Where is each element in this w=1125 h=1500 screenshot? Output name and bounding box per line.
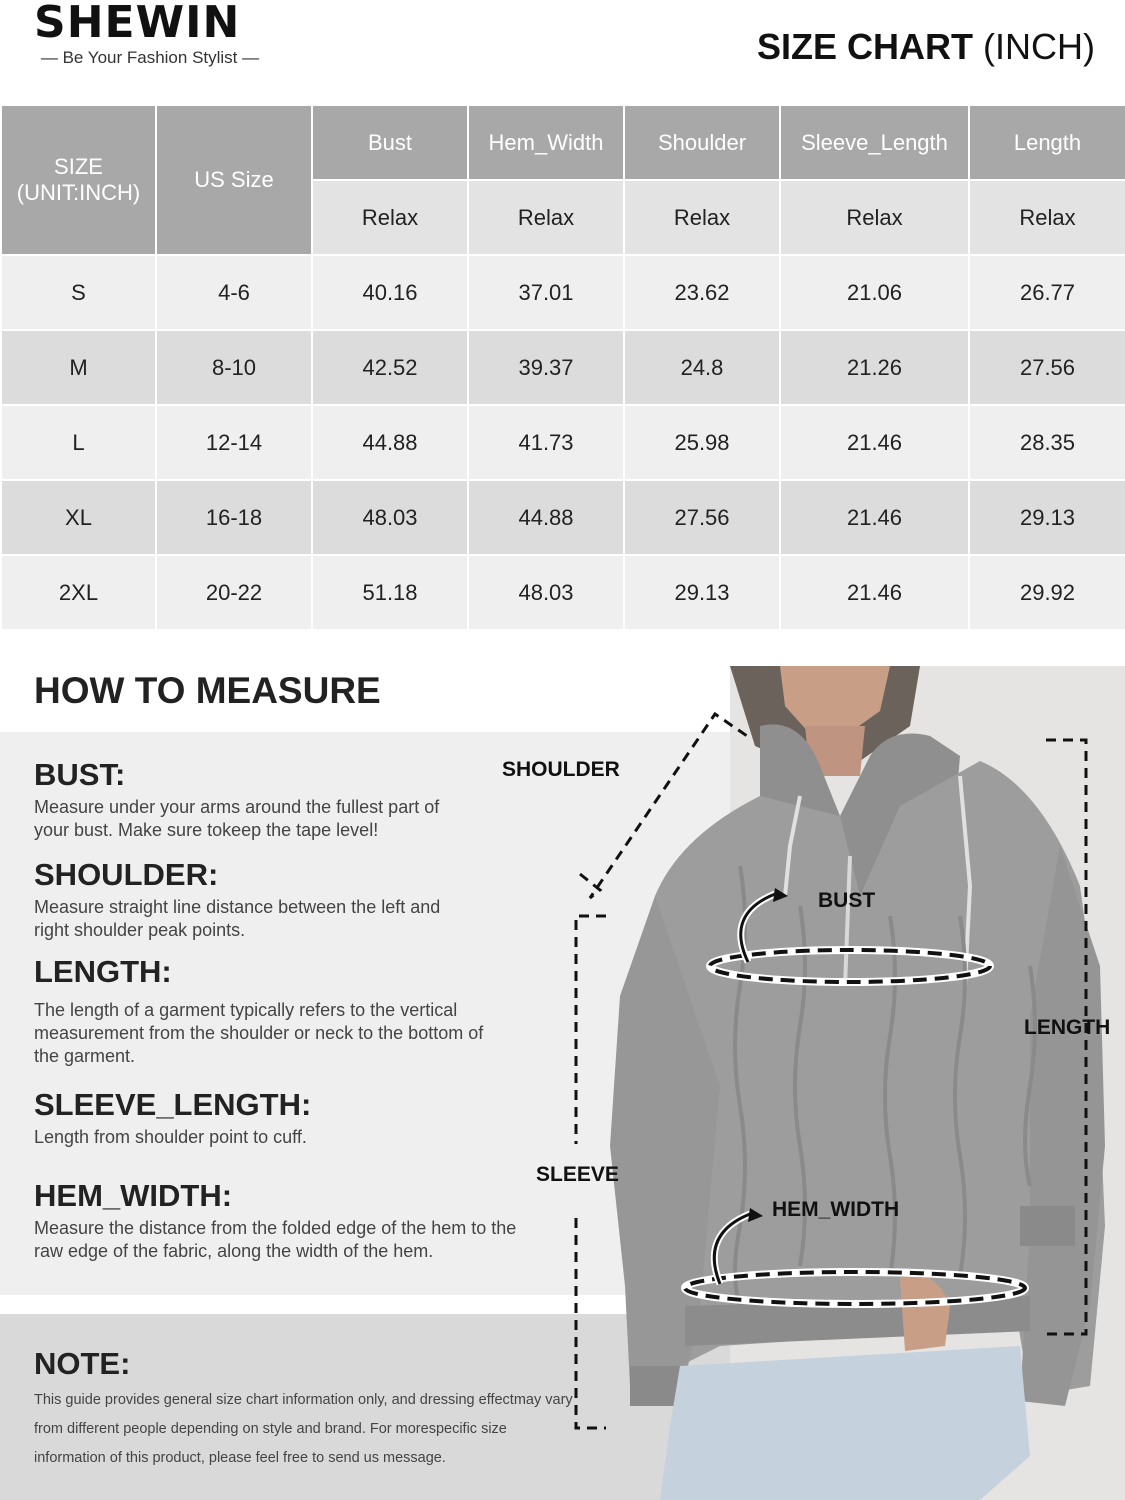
length-text: The length of a garment typically refers to the vertical measurement from the shoulder or neck to the bottom of the garment. (34, 1000, 484, 1066)
hem-instruction (34, 1179, 534, 1263)
value-cell: 21.46 (780, 555, 969, 630)
brand-tagline: — Be Your Fashion Stylist — (40, 48, 260, 67)
value-cell: 29.13 (969, 480, 1125, 555)
fit-label: Relax (468, 180, 624, 255)
value-cell: 51.18 (312, 555, 468, 630)
column-header: Sleeve_Length (780, 105, 969, 180)
us-size-cell: 12-14 (156, 405, 312, 480)
length-instruction (34, 955, 494, 1068)
size-table (0, 104, 1125, 631)
value-cell: 23.62 (624, 255, 780, 330)
hem-width-label: HEM_WIDTH (772, 1198, 900, 1221)
value-cell: 37.01 (468, 255, 624, 330)
value-cell: 44.88 (312, 405, 468, 480)
note-text: This guide provides general size chart information only, and dressing effectmay vary from different people depending on style and brand. For morespecific size information of this product, please feel free to send us message. (34, 1392, 573, 1466)
table-row (1, 480, 1125, 555)
value-cell: 48.03 (312, 480, 468, 555)
page-title (757, 26, 1095, 68)
fit-label: Relax (312, 180, 468, 255)
us-size-cell: 4-6 (156, 255, 312, 330)
size-cell: 2XL (1, 555, 156, 630)
column-header: Hem_Width (468, 105, 624, 180)
size-cell: XL (1, 480, 156, 555)
value-cell: 39.37 (468, 330, 624, 405)
column-header: Bust (312, 105, 468, 180)
fit-label: Relax (969, 180, 1125, 255)
value-cell: 21.46 (780, 405, 969, 480)
hem-text: Measure the distance from the folded edge of the hem to the raw edge of the fabric, along the width of the hem. (34, 1218, 517, 1261)
value-cell: 21.06 (780, 255, 969, 330)
value-cell: 42.52 (312, 330, 468, 405)
value-cell: 27.56 (969, 330, 1125, 405)
shoulder-heading: SHOULDER: (34, 857, 219, 892)
value-cell: 40.16 (312, 255, 468, 330)
value-cell: 29.92 (969, 555, 1125, 630)
table-row (1, 555, 1125, 630)
value-cell: 44.88 (468, 480, 624, 555)
value-cell: 21.46 (780, 480, 969, 555)
size-chart-title: SIZE CHART (757, 26, 973, 67)
value-cell: 27.56 (624, 480, 780, 555)
table-row (1, 330, 1125, 405)
us-size-cell: 20-22 (156, 555, 312, 630)
column-header: Shoulder (624, 105, 780, 180)
hoodie-drawing (560, 666, 1125, 1500)
size-chart-unit: (INCH) (983, 26, 1095, 67)
measure-title: HOW TO MEASURE (34, 670, 381, 711)
us-size-header: US Size (156, 105, 312, 255)
fit-label: Relax (780, 180, 969, 255)
table-row (1, 255, 1125, 330)
value-cell: 28.35 (969, 405, 1125, 480)
size-header: SIZE (UNIT:INCH) (1, 105, 156, 255)
bust-heading: BUST: (34, 757, 126, 792)
bust-instruction (34, 758, 494, 842)
value-cell: 41.73 (468, 405, 624, 480)
sleeve-label: SLEEVE (536, 1163, 619, 1186)
value-cell: 29.13 (624, 555, 780, 630)
value-cell: 21.26 (780, 330, 969, 405)
note-heading: NOTE: (34, 1346, 131, 1381)
us-size-cell: 16-18 (156, 480, 312, 555)
size-cell: L (1, 405, 156, 480)
fit-label: Relax (624, 180, 780, 255)
length-label: LENGTH (1024, 1016, 1111, 1039)
value-cell: 48.03 (468, 555, 624, 630)
brand-name: SHEWIN (34, 0, 241, 48)
bust-label: BUST (818, 889, 876, 912)
brand-logo (34, 0, 266, 68)
shoulder-label: SHOULDER (502, 758, 620, 781)
size-cell: S (1, 255, 156, 330)
shoulder-instruction (34, 858, 494, 942)
bust-text: Measure under your arms around the fullest part of your bust. Make sure tokeep the tape level! (34, 797, 440, 840)
column-header: Length (969, 105, 1125, 180)
table-row (1, 405, 1125, 480)
length-heading: LENGTH: (34, 954, 172, 989)
shoulder-text: Measure straight line distance between the left and right shoulder peak points. (34, 897, 441, 940)
hem-heading: HEM_WIDTH: (34, 1178, 233, 1213)
sleeve-heading: SLEEVE_LENGTH: (34, 1087, 312, 1122)
sleeve-text: Length from shoulder point to cuff. (34, 1127, 307, 1147)
value-cell: 26.77 (969, 255, 1125, 330)
size-cell: M (1, 330, 156, 405)
value-cell: 24.8 (624, 330, 780, 405)
value-cell: 25.98 (624, 405, 780, 480)
us-size-cell: 8-10 (156, 330, 312, 405)
model-illustration (502, 666, 1125, 1500)
sleeve-instruction (34, 1088, 494, 1149)
